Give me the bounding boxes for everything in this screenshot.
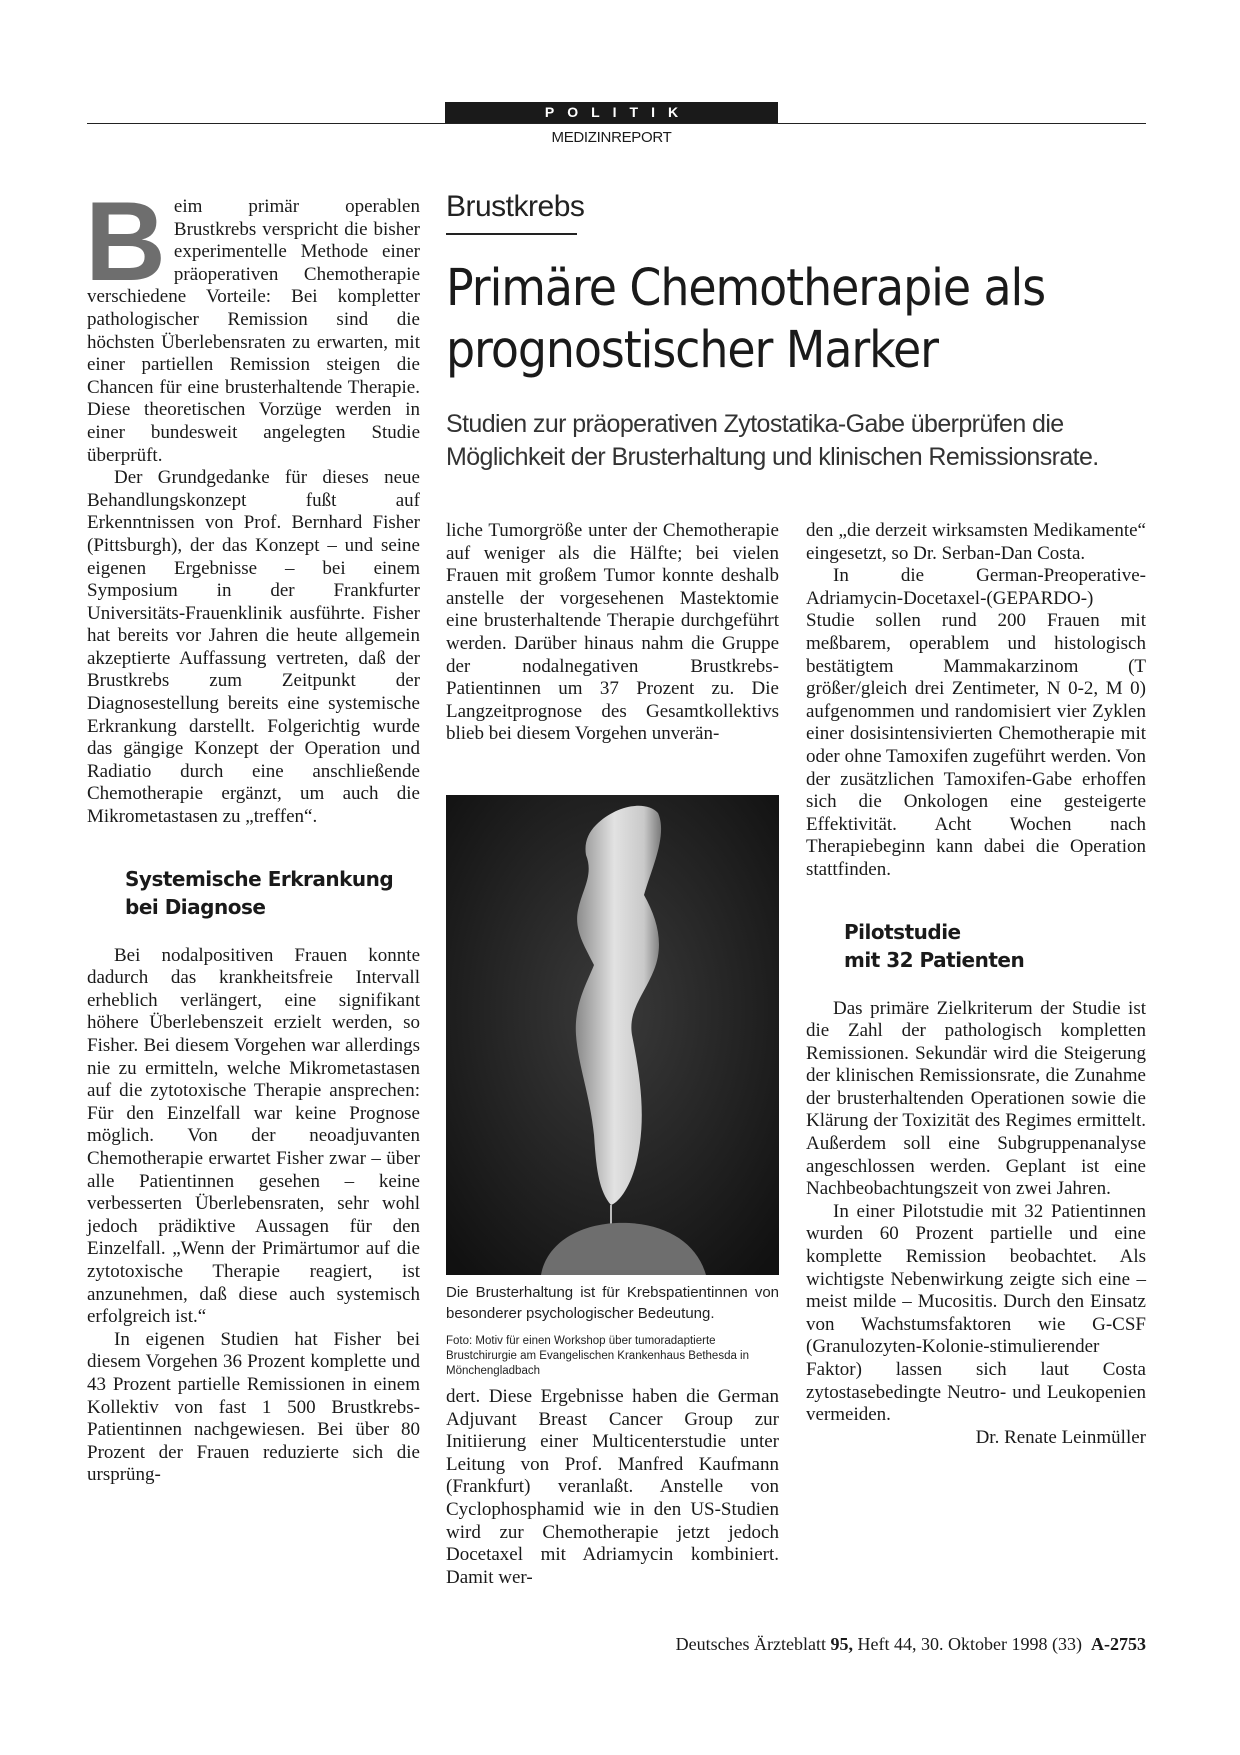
paragraph: In eigenen Studien hat Fisher bei diesem Vorgehen 36 Prozent komplette und 43 Prozent partielle Remissionen in einem Kollektiv von fast 1 500 Brustkrebs-Patientinnen nachgewiesen. Bei über 80 Prozent der Frauen reduzierte sich die ursprüng-	[87, 1328, 420, 1486]
paragraph: In einer Pilotstudie mit 32 Patientinnen wurden 60 Prozent partielle und eine komplette Remission beobachtet. Als wichtigste Nebenwirkung zeigte sich eine – meist milde – Mucositis. Durch den Einsatz von Wachstumsfaktoren wie G-CSF (Granulozyten-Kolonie-stimulierender Faktor) lassen sich laut Costa zytostasebedingte Neutro- und Leukopenien vermeiden.	[806, 1200, 1146, 1426]
journal-name: Deutsches Ärzteblatt	[675, 1634, 827, 1654]
paragraph: In die German-Preoperative-Adriamycin-Docetaxel-(GEPARDO-) Studie sollen rund 200 Frauen mit meßbarem, operablem und histologisch bestätigtem Mammakarzinom (T größer/gleich drei Zentimeter, N 0-2, M 0) aufgenommen und randomisiert vier Zyklen einer dosisintensivierten Chemotherapie mit oder ohne Tamoxifen zugeführt werden. Von der zusätzlichen Tamoxifen-Gabe erhoffen sich die Onkologen eine gesteigerte Effektivität. Acht Wochen nach Therapiebeginn kann dabei die Operation stattfinden.	[806, 565, 1146, 880]
author: Dr. Renate Leinmüller	[975, 1426, 1146, 1448]
section-label: POLITIK	[445, 102, 778, 123]
column-2-continued	[446, 1386, 779, 1589]
subheading-1: Systemische Erkrankung bei Diagnose	[125, 866, 394, 919]
kicker-rule	[446, 233, 577, 235]
photo-credit: Foto: Motiv für einen Workshop über tumoradaptierte Brustchirurgie am Evangelischen Krankenhaus Bethesda in Mönchengladbach	[446, 1335, 750, 1377]
paragraph: den „die derzeit wirksamsten Medikamente“ eingesetzt, so Dr. Serban-Dan Costa.	[806, 520, 1146, 564]
header-rule	[87, 123, 1146, 124]
column-3	[806, 520, 1146, 1449]
column-1	[85, 179, 420, 1487]
subsection-label: MEDIZINREPORT	[551, 129, 672, 146]
kicker: Brustkrebs	[446, 190, 585, 223]
paragraph: Bei nodalpositiven Frauen konnte dadurch das krankheitsfreie Intervall erheblich verlängert, eine signifikant höhere Überlebenszeit erzielt werden, so Fisher. Bei diesem Vorgehen war allerdings nie zu ermitteln, welche Mikrometastasen auf die zytotoxische Therapie ansprechen: Für den Einzelfall war keine Prognose möglich. Von der neoadjuvanten Chemotherapie erwartet Fisher zwar – über alle Patientinnen gesehen – keine verbesserten Überlebensraten, sehr wohl jedoch prädiktive Aussagen für den Einzelfall. „Wenn der Primärtumor auf die zytotoxische Therapie reagiert, ist anzunehmen, daß diese auch systemisch erfolgreich ist.“	[87, 944, 420, 1328]
page-number: A-2753	[1091, 1634, 1146, 1654]
volume: 95,	[830, 1634, 854, 1654]
deck: Studien zur präoperativen Zytostatika-Gabe überprüfen die Möglichkeit der Brusterhaltung und klinischen Remissionsrate.	[446, 410, 1099, 471]
sculpture-photo-icon	[446, 795, 779, 1275]
paragraph: Das primäre Zielkriterum der Studie ist die Zahl der pathologisch kompletten Remissionen. Sekundär wird die Steigerung der klinischen Remissionsrate, die Zunahme der brusterhaltenden Operationen sowie die Klärung der Toxizität des Regimes ermittelt. Außerdem soll eine Subgruppenanalyse angeschlossen werden. Geplant ist eine Nachbeobachtungszeit von zwei Jahren.	[806, 997, 1146, 1200]
subheading-2: Pilotstudie mit 32 Patienten	[844, 919, 1025, 972]
paragraph: Der Grundgedanke für dieses neue Behandlungskonzept fußt auf Erkenntnissen von Prof. Bernhard Fisher (Pittsburgh), der das Konzept – und seine eigenen Ergebnisse – bei einem Symposium in der Frankfurter Universitäts-Frauenklinik ausführte. Fisher hat bereits vor Jahren die heute allgemein akzeptierte Auffassung vertreten, daß der Brustkrebs zum Zeitpunkt der Diagnosestellung bereits eine systemische Erkrankung darstellt. Folgerichtig wurde das gängige Konzept der Operation und Radiatio durch eine anschließende Chemotherapie ergänzt, um auch die Mikrometastasen zu „treffen“.	[87, 467, 420, 828]
paragraph: liche Tumorgröße unter der Chemotherapie auf weniger als die Hälfte; bei vielen Frauen mit großem Tumor konnte deshalb anstelle der vorgesehenen Mastektomie eine brusterhaltende Therapie durchgeführt werden. Darüber hinaus nahm die Gruppe der nodalnegativen Brustkrebs-Patientinnen um 37 Prozent zu. Die Langzeitprognose des Gesamtkollektivs blieb bei diesem Vorgehen unverän-	[446, 520, 779, 745]
dropcap: B	[85, 179, 166, 304]
intro-paragraph: Beim primär operablen Brustkrebs verspricht die bisher experimentelle Methode einer präoperativen Chemotherapie verschiedene Vorteile: Bei kompletter pathologischer Remission sind die höchsten Überlebensraten zu erwarten, mit einer partiellen Remission steigen die Chancen für eine brusterhaltende Therapie. Diese theoretischen Vorzüge werden in einer bundesweit angelegten Studie überprüft.	[85, 179, 420, 466]
photo-caption: Die Brusterhaltung ist für Krebspatientinnen von besonderer psychologischer Bedeutung.	[446, 1284, 779, 1322]
headline: Primäre Chemotherapie als prognostischer Marker	[446, 259, 1046, 380]
column-2	[446, 520, 779, 746]
issue-date: Heft 44, 30. Oktober 1998 (33)	[857, 1634, 1082, 1654]
paragraph: dert. Diese Ergebnisse haben die German Adjuvant Breast Cancer Group zur Initiierung einer Multicenterstudie unter Leitung von Prof. Manfred Kaufmann (Frankfurt) veranlaßt. Anstelle von Cyclophosphamid wie in den US-Studien wird zur Chemotherapie jetzt jedoch Docetaxel mit Adriamycin kombiniert. Damit wer-	[446, 1386, 779, 1588]
page-footer	[676, 1634, 1146, 1655]
